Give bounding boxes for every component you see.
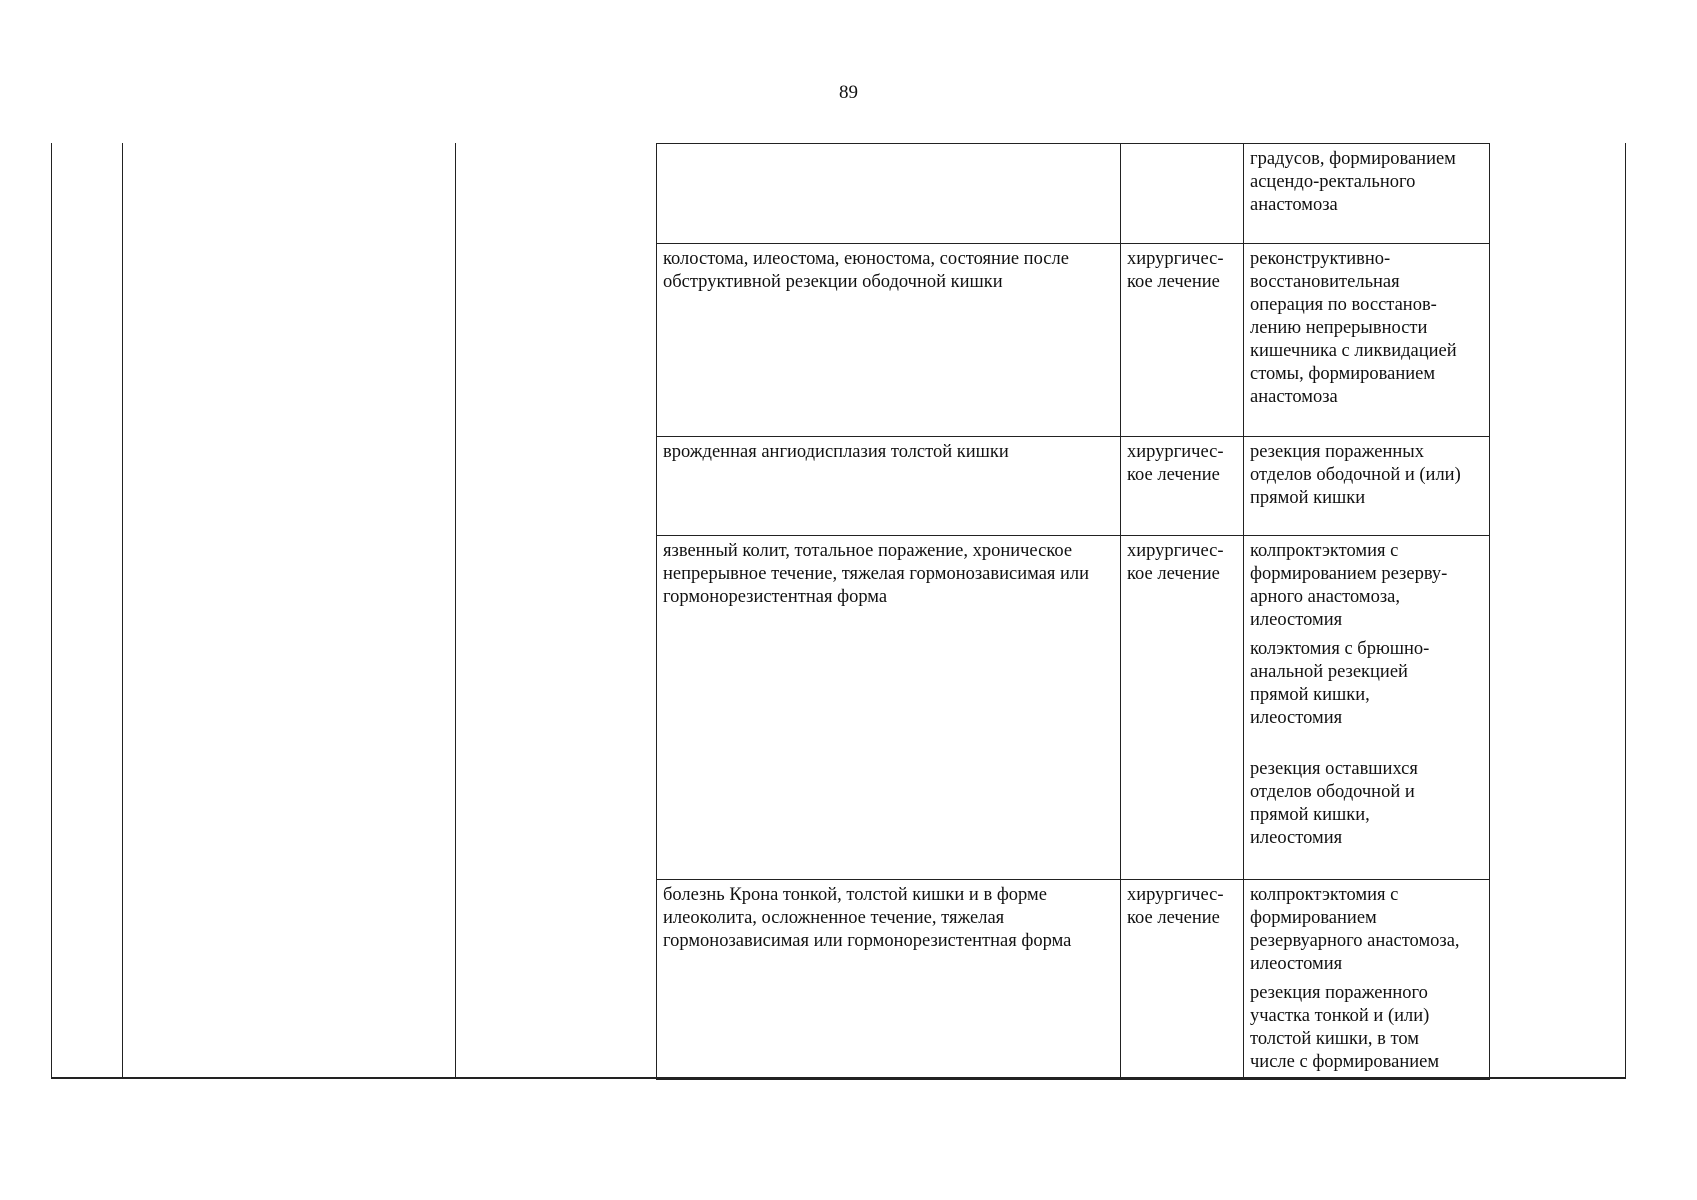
table-row [657, 437, 1490, 536]
table-right-border [1625, 143, 1626, 1078]
column-divider-1 [122, 143, 123, 1078]
method-text: градусов, формированием асцендо-ректального анастомоза [1250, 149, 1456, 215]
method-text: резекция пораженных отделов ободочной и (или) прямой кишки [1250, 442, 1461, 508]
table-row [657, 144, 1490, 244]
diagnosis-cell: болезнь Крона тонкой, толстой кишки и в форме илеоколита, осложненное течение, тяжелая гормонозависимая или гормонорезистентная форма [657, 880, 1121, 1080]
treatment-cell: хирургичес- кое лечение [1121, 244, 1244, 437]
table-row [657, 536, 1490, 880]
treatment-table [656, 143, 1490, 1080]
table-row [657, 880, 1490, 1080]
methods-cell [1244, 880, 1490, 1080]
treatment-cell: хирургичес- кое лечение [1121, 536, 1244, 880]
table-left-border [51, 143, 52, 1078]
method-text: реконструктивно- восстановительная операция по восстанов- лению непрерывности кишечника с ликвидацией стомы, формированием анастомоза [1250, 249, 1457, 407]
methods-cell [1244, 144, 1490, 244]
methods-cell [1244, 536, 1490, 880]
diagnosis-cell [657, 144, 1121, 244]
treatment-cell: хирургичес- кое лечение [1121, 437, 1244, 536]
method-text: резекция оставшихся отделов ободочной и прямой кишки, илеостомия [1250, 759, 1418, 848]
method-text: колэктомия с брюшно- анальной резекцией прямой кишки, илеостомия [1250, 639, 1430, 728]
treatment-cell: хирургичес- кое лечение [1121, 880, 1244, 1080]
diagnosis-cell: язвенный колит, тотальное поражение, хроническое непрерывное течение, тяжелая гормонозависимая или гормонорезистентная форма [657, 536, 1121, 880]
diagnosis-cell: колостома, илеостома, еюностома, состояние после обструктивной резекции ободочной кишки [657, 244, 1121, 437]
page-number: 89 [839, 82, 858, 103]
methods-cell [1244, 437, 1490, 536]
method-text: колпроктэктомия с формированием резервуарного анастомоза, илеостомия [1250, 885, 1460, 974]
method-text: резекция пораженного участка тонкой и (или) толстой кишки, в том числе с формированием [1250, 983, 1440, 1072]
column-divider-2 [455, 143, 456, 1078]
methods-cell [1244, 244, 1490, 437]
treatment-cell [1121, 144, 1244, 244]
diagnosis-cell: врожденная ангиодисплазия толстой кишки [657, 437, 1121, 536]
table-row [657, 244, 1490, 437]
method-text: колпроктэктомия с формированием резерву- арного анастомоза, илеостомия [1250, 541, 1448, 630]
